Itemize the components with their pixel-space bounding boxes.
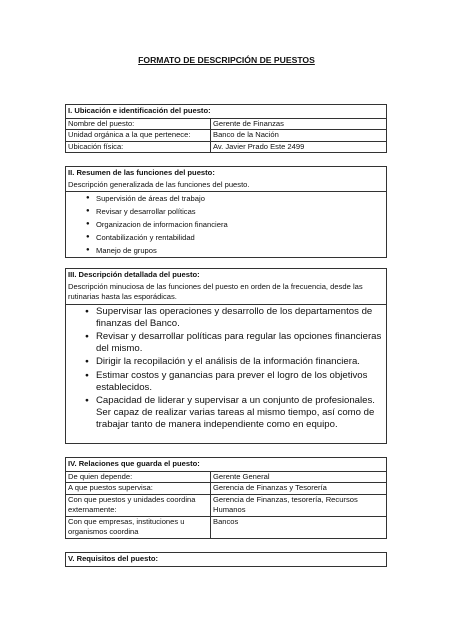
field-label: Nombre del puesto: bbox=[66, 119, 211, 130]
document-title: FORMATO DE DESCRIPCIÓN DE PUESTOS bbox=[138, 55, 315, 65]
section-requisitos bbox=[65, 552, 387, 567]
section-description: Descripción generalizada de las funciones del puesto. bbox=[68, 179, 250, 189]
list-item: ● Contabilización y rentabilidad bbox=[66, 231, 386, 244]
field-value: Gerente General bbox=[213, 471, 270, 481]
field-value: Gerente de Finanzas bbox=[213, 118, 284, 128]
section-ubicacion bbox=[65, 104, 387, 153]
section-header: V. Requisitos del puesto: bbox=[68, 554, 159, 563]
list-item: ● Capacidad de liderar y supervisar a un conjunto de profesionales. Ser capaz de realizar varias tareas al mismo tiempo, así como de trabajar tanto de manera independiente como en equipo. bbox=[66, 395, 386, 432]
field-value: Gerencia de Finanzas y Tesorería bbox=[213, 483, 327, 492]
field-label: De quien depende: bbox=[66, 472, 211, 483]
section-description: Descripción minuciosa de las funciones del puesto en orden de la frecuencia, desde las rutinarias hasta las esporádicas. bbox=[68, 281, 363, 301]
section-header: I. Ubicación e identificación del puesto: bbox=[68, 106, 211, 115]
field-value: Gerencia de Finanzas, tesorería, Recursos Humanos bbox=[213, 494, 358, 514]
table-row bbox=[66, 471, 386, 483]
field-label: Ubicación física: bbox=[66, 142, 211, 153]
table-row bbox=[66, 516, 386, 538]
field-label: Con que puestos y unidades coordina externamente: bbox=[66, 495, 211, 516]
field-value: Bancos bbox=[213, 516, 239, 526]
list-item: ● Manejo de grupos bbox=[66, 244, 386, 257]
section-header: III. Descripción detallada del puesto: bbox=[68, 270, 200, 279]
list-item: ● Dirigir la recopilación y el análisis de la información financiera. bbox=[66, 356, 386, 368]
field-label: A que puestos supervisa: bbox=[66, 483, 211, 494]
table-row bbox=[66, 118, 386, 130]
list-item: ● Supervisar las operaciones y desarrollo de los departamentos de finanzas del Banco. bbox=[66, 306, 386, 330]
list-item: ● Revisar y desarrollar políticas bbox=[66, 205, 386, 218]
field-value: Av. Javier Prado Este 2499 bbox=[213, 141, 305, 151]
table-row bbox=[66, 141, 386, 153]
list-item: ● Estimar costos y ganancias para prever el logro de los objetivos establecidos. bbox=[66, 370, 386, 394]
list-item: ● Revisar y desarrollar políticas para regular las opciones financieras del mismo. bbox=[66, 331, 386, 355]
section-header: II. Resumen de las funciones del puesto: bbox=[68, 168, 215, 177]
table-row bbox=[66, 129, 386, 141]
list-item: ● Supervisión de áreas del trabajo bbox=[66, 192, 386, 205]
table-row bbox=[66, 494, 386, 516]
list-item: ● Organizacion de informacion financiera bbox=[66, 218, 386, 231]
table-row bbox=[66, 482, 386, 494]
field-value: Banco de la Nación bbox=[213, 130, 279, 139]
section-detalle bbox=[65, 268, 387, 444]
section-relaciones bbox=[65, 457, 387, 539]
section-resumen bbox=[65, 166, 387, 258]
detailed-functions-list bbox=[66, 304, 386, 432]
functions-list bbox=[66, 191, 386, 257]
field-label: Unidad orgánica a la que pertenece: bbox=[66, 130, 211, 141]
section-header: IV. Relaciones que guarda el puesto: bbox=[68, 459, 200, 468]
field-label: Con que empresas, instituciones u organismos coordina bbox=[66, 517, 211, 538]
